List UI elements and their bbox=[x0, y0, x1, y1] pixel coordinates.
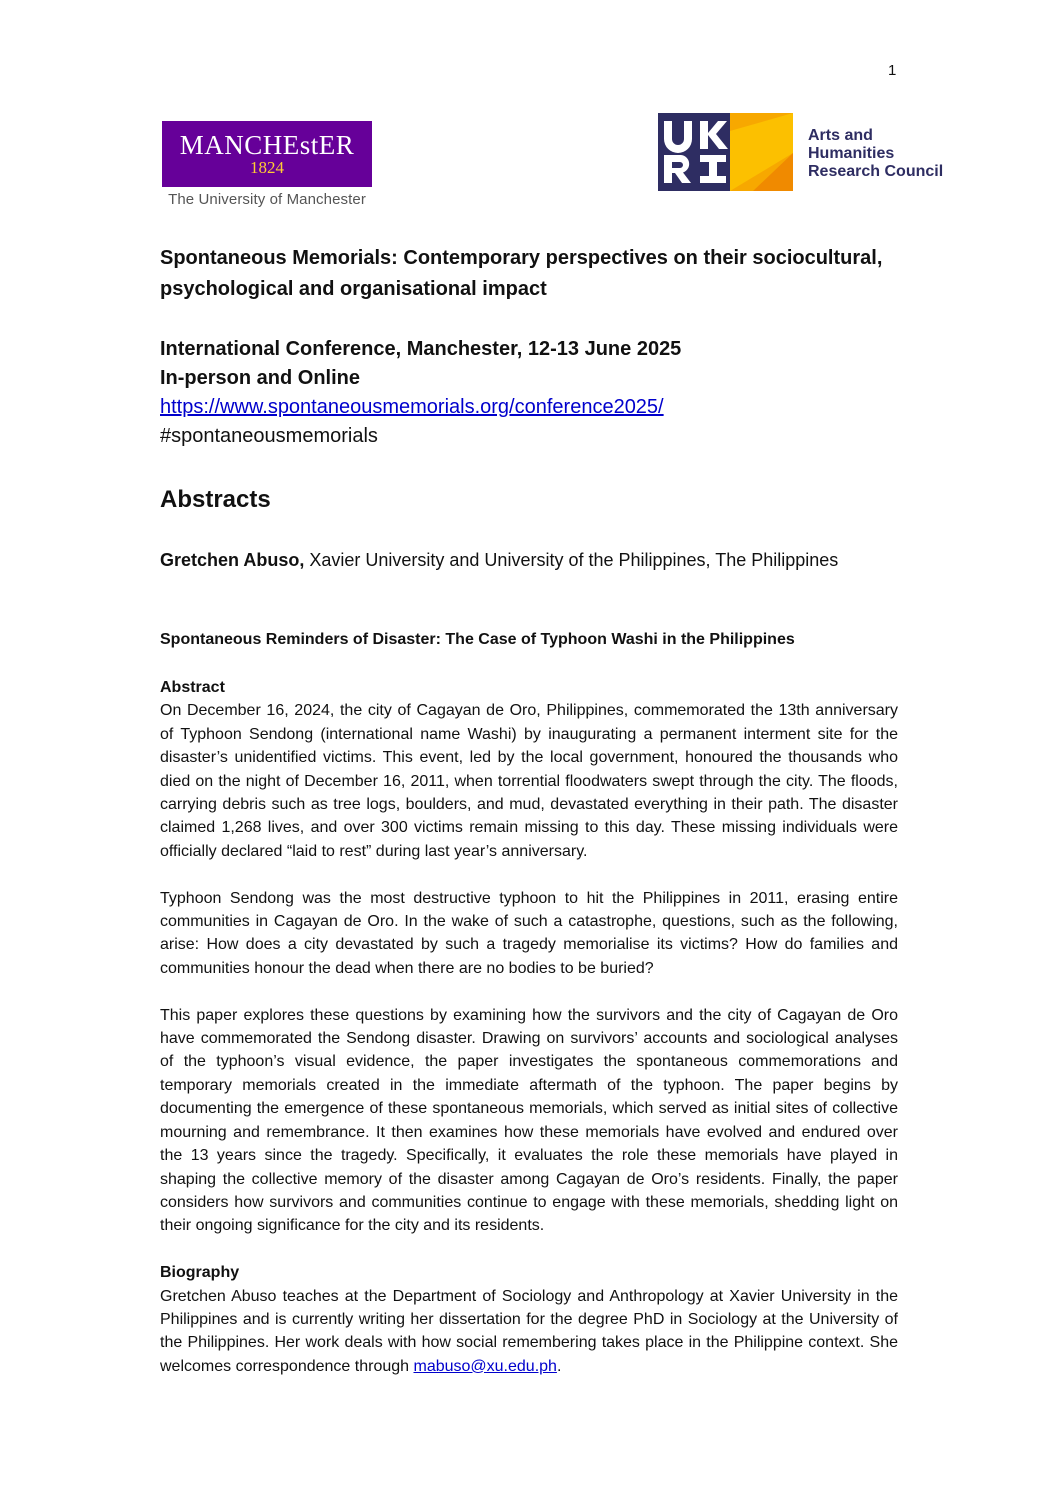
author-affiliation: Xavier University and University of the Philippines, The Philippines bbox=[304, 550, 839, 570]
ukri-mark-icon bbox=[658, 113, 793, 191]
section-heading: Abstracts bbox=[160, 486, 271, 513]
ukri-ahrc-logo bbox=[658, 113, 958, 191]
conference-info bbox=[160, 335, 900, 451]
biography-text bbox=[160, 1285, 898, 1379]
ahrc-name-line2: Humanities bbox=[808, 145, 895, 162]
abstract-paragraph: This paper explores these questions by examining how the survivors and the city of Cagayan de Oro have commemorated the Sendong disaster. Drawing on survivors’ accounts and sociological analyses of the typhoon’s visual evidence, the paper investigates the spontaneous commemorations and temporary memorials created in the immediate aftermath of the typhoon. The paper begins by documenting the emergence of these spontaneous memorials, which served as initial sites of collective mourning and remembrance. It then examines how these memorials have evolved and endured over the 13 years since the tragedy. Specifically, it evaluates the role these memorials have played in shaping the collective memory of the disaster among Cagayan de Oro’s residents. Finally, the paper considers how survivors and communities continue to engage with these memorials, shedding light on their ongoing significance for the city and its residents. bbox=[160, 1006, 898, 1235]
manchester-subtitle: The University of Manchester bbox=[168, 191, 366, 208]
ahrc-name bbox=[808, 127, 968, 181]
biography-end: . bbox=[556, 1357, 562, 1375]
university-of-manchester-logo bbox=[162, 121, 372, 213]
ahrc-name-line3: Research Council bbox=[808, 163, 944, 180]
ahrc-name-line1: Arts and bbox=[808, 127, 873, 144]
manchester-year: 1824 bbox=[250, 158, 284, 177]
author-name: Gretchen Abuso, bbox=[160, 550, 305, 570]
document-title: Spontaneous Memorials: Contemporary perspectives on their sociocultural, psychological and organisational impact bbox=[160, 247, 883, 300]
page-number: 1 bbox=[888, 62, 897, 79]
abstract-paragraph: On December 16, 2024, the city of Cagayan de Oro, Philippines, commemorated the 13th anniversary of Typhoon Sendong (international name Washi) by inaugurating a permanent interment site for the disaster’s unidentified victims. This event, led by the local government, honoured the thousands who died on the night of December 16, 2011, when torrential floodwaters swept through the city. The floods, carrying debris such as tree logs, boulders, and mud, devastated everything in their path. The disaster claimed 1,268 lives, and over 300 victims remain missing to this day. These missing individuals were officially declared “laid to rest” during last year’s anniversary. bbox=[160, 702, 898, 860]
manchester-wordmark: MANCHEstER bbox=[179, 130, 355, 160]
author-line bbox=[160, 546, 898, 574]
abstract-heading: Abstract bbox=[160, 679, 225, 696]
conference-link[interactable]: https://www.spontaneousmemorials.org/conference2025/ bbox=[160, 396, 664, 418]
conference-hashtag: #spontaneousmemorials bbox=[160, 425, 378, 447]
manchester-logo-box bbox=[162, 121, 372, 187]
paper-title: Spontaneous Reminders of Disaster: The Case of Typhoon Washi in the Philippines bbox=[160, 631, 795, 648]
abstract-paragraph: Typhoon Sendong was the most destructive typhoon to hit the Philippines in 2011, erasing entire communities in Cagayan de Oro. In the wake of such a catastrophe, questions, such as the following, arise: How does a city devastated by such a tragedy memorialise its victims? How do families and communities honour the dead when there are no bodies to be buried? bbox=[160, 889, 898, 977]
conference-format: In-person and Online bbox=[160, 367, 361, 389]
conference-line: International Conference, Manchester, 12-13 June 2025 bbox=[160, 338, 682, 360]
email-link[interactable]: mabuso@xu.edu.ph bbox=[413, 1357, 557, 1375]
biography-heading: Biography bbox=[160, 1264, 240, 1282]
biography-body: Gretchen Abuso teaches at the Department of Sociology and Anthropology at Xavier University in the Philippines and is currently writing her dissertation for the degree PhD in Sociology at the University of the Philippines. Her work deals with how social remembering takes place in the Philippine context. She welcomes correspondence through bbox=[160, 1287, 898, 1375]
abstract-body bbox=[160, 676, 898, 1378]
